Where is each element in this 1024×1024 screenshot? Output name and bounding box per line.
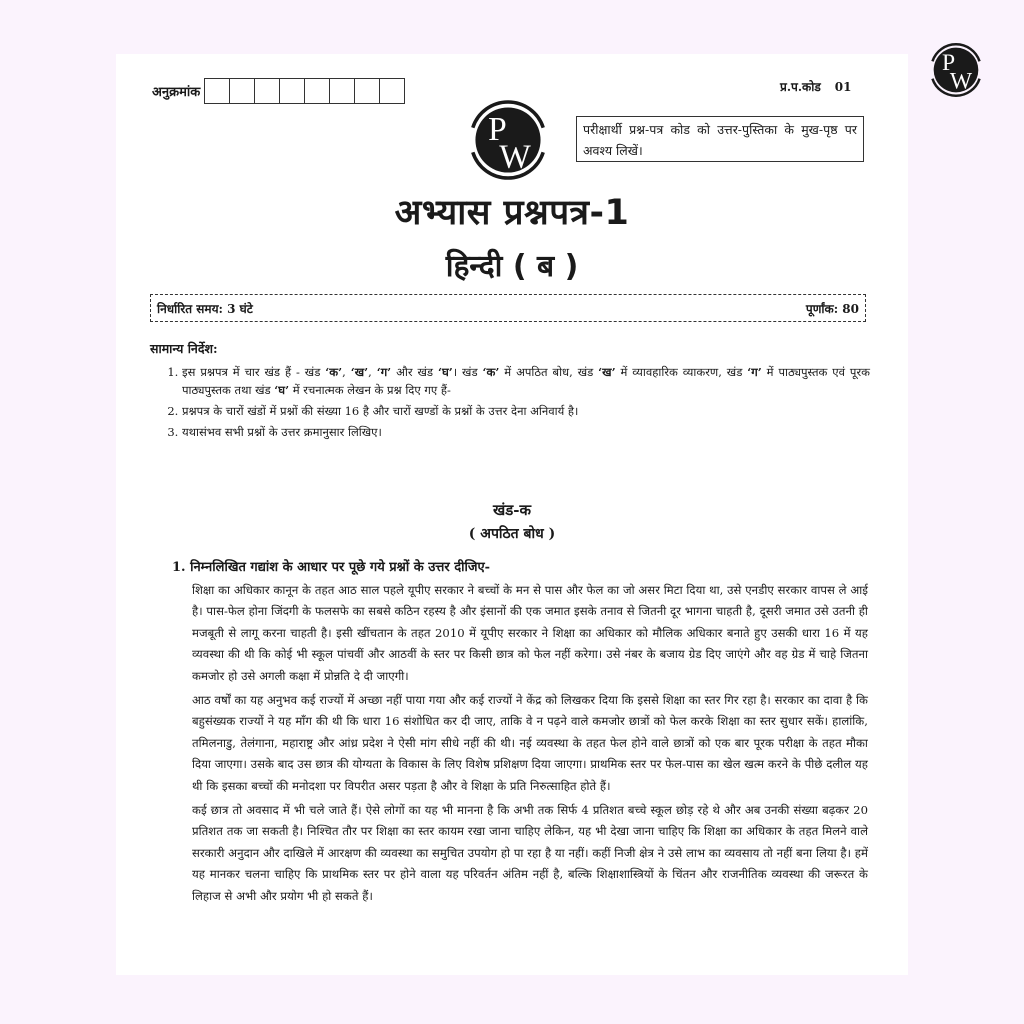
page-title: अभ्यास प्रश्नपत्र-1: [394, 193, 630, 233]
paper-code-label: प्र.प.कोड: [780, 80, 821, 94]
roll-digit-box: [330, 79, 355, 103]
passage: [192, 580, 868, 910]
roll-number-boxes: [204, 78, 405, 104]
roll-digit-box: [280, 79, 305, 103]
general-instructions: [150, 340, 870, 444]
subject-title: हिन्दी ( ब ): [445, 249, 579, 284]
roll-digit-box: [355, 79, 380, 103]
roll-digit-box: [205, 79, 230, 103]
roll-number-field: [152, 78, 405, 104]
svg-text:P: P: [488, 111, 507, 148]
passage-paragraph: शिक्षा का अधिकार कानून के तहत आठ साल पहले यूपीए सरकार ने बच्चों के मन से पास और फेल का जो असर मिटा दिया था, उसे एनडीए सरकार वापस ले आई है। पास-फेल होना जिंदगी के फलसफे का सबसे कठिन रहस्य है और इंसानों की एक जमात इसके तनाव से जितनी दूर भागना चाहती है, दूसरी जमात उसे उतनी ही मजबूती से लागू करना चाहती है। इसी खींचतान के तहत 2010 में यूपीए सरकार ने शिक्षा का अधिकार को मौलिक अधिकार बनाते हुए उसकी धारा 16 में यह व्यवस्था की थी कि कोई भी स्कूल पांचवीं और आठवीं के स्तर पर किसी छात्र को फेल नहीं करेगा। उसे नंबर के बजाय ग्रेड दिए जाएंगे और वह ग्रेड में चाहे जितना कमजोर हो उसे अगली कक्षा में प्रोन्नति दे दी जाएगी।: [192, 583, 868, 683]
pw-logo-center: [464, 96, 552, 184]
paper-code: [780, 78, 851, 95]
roll-number-label: अनुक्रमांक: [152, 85, 201, 100]
question-paper-page: [116, 54, 908, 975]
svg-text:W: W: [949, 68, 973, 95]
roll-digit-box: [255, 79, 280, 103]
instruction-item: 3. यथासंभव सभी प्रश्नों के उत्तर क्रमानुसार लिखिए।: [182, 423, 870, 441]
pw-logo-icon: [925, 39, 987, 101]
instructions-heading: सामान्य निर्देश:: [150, 341, 218, 356]
section-title: खंड-क: [492, 501, 532, 519]
passage-paragraph: आठ वर्षों का यह अनुभव कई राज्यों में अच्छा नहीं पाया गया और कई राज्यों ने केंद्र को लिखकर दिया कि इससे शिक्षा का स्तर गिर रहा है। सरकार का दावा है कि बहुसंख्यक राज्यों ने यह माँग की थी कि धारा 16 संशोधित कर दी जाए, ताकि वे न पढ़ने वाले कमजोर छात्रों को फेल करके शिक्षा का स्तर सुधार सकें। हालांकि, तमिलनाडु, तेलंगाना, महाराष्ट्र और आंध्र प्रदेश ने ऐसी मांग सीधे नहीं की थी। नई व्यवस्था के तहत फेल होने वाले छात्रों को एक बार पूरक परीक्षा के तहत मौका दिया जाएगा। उसके बाद उस छात्र की योग्यता के विकास के लिए विशेष प्रशिक्षण दिया जाएगा। प्राथमिक स्तर पर फेल-पास का खेल खत्म करने के पीछे दलील यह थी कि इसका बच्चों की मनोदशा पर विपरीत असर पड़ता है और वे शिक्षा के प्रति निरुत्साहित होते हैं।: [192, 693, 868, 793]
roll-digit-box: [305, 79, 330, 103]
max-marks: पूर्णांक: 80: [805, 301, 859, 316]
pw-logo-icon: [464, 96, 552, 184]
svg-text:P: P: [942, 50, 956, 76]
section-subtitle: ( अपठित बोध ): [468, 526, 556, 542]
paper-code-note: परीक्षार्थी प्रश्न-पत्र कोड को उत्तर-पुस्तिका के मुख-पृष्ठ पर अवश्य लिखें।: [576, 116, 864, 162]
question-prompt: 1. निम्नलिखित गद्यांश के आधार पर पूछे गये प्रश्नों के उत्तर दीजिए-: [172, 560, 491, 575]
roll-digit-box: [230, 79, 255, 103]
pw-logo-corner: [925, 39, 987, 101]
roll-digit-box: [380, 79, 404, 103]
svg-text:W: W: [499, 138, 531, 176]
time-allowed: निर्धारित समय: 3 घंटे: [157, 301, 253, 316]
instruction-item: 1. इस प्रश्नपत्र में चार खंड हैं - खंड ‘क’, ‘ख’, ‘ग’ और खंड ‘घ’। खंड ‘क’ में अपठित बोध, खंड ‘ख’ में व्यावहारिक व्याकरण, खंड ‘ग’ में पाठ्यपुस्तक एवं पूरक पाठ्यपुस्तक तथा खंड ‘घ’ में रचनात्मक लेखन के प्रश्न दिए गए हैं-: [182, 363, 870, 399]
passage-paragraph: कई छात्र तो अवसाद में भी चले जाते हैं। ऐसे लोगों का यह भी मानना है कि अभी तक सिर्फ 4 प्रतिशत बच्चे स्कूल छोड़ रहे थे और अब उनकी संख्या बढ़कर 20 प्रतिशत तक जा सकती है। निश्चित तौर पर शिक्षा का स्तर कायम रखा जाना चाहिए लेकिन, यह भी देखा जाना चाहिए कि शिक्षा का अधिकार के तहत मिलने वाले सरकारी अनुदान और दाखिले में आरक्षण की व्यवस्था का समुचित उपयोग हो पा रहा है या नहीं। कहीं निजी क्षेत्र ने उसे लाभ का व्यवसाय तो नहीं बना लिया है। हमें यह मानकर चलना चाहिए कि प्राथमिक स्तर पर होने वाला यह परिवर्तन अंतिम नहीं है, बल्कि शिक्षाशास्त्रियों के चिंतन और राजनीतिक व्यवस्था की जरूरत के लिहाज से अभी और प्रयोग भी हो सकते हैं।: [192, 803, 868, 903]
instruction-item: 2. प्रश्नपत्र के चारों खंडों में प्रश्नों की संख्या 16 है और चारों खण्डों के प्रश्नों के उत्तर देना अनिवार्य है।: [182, 402, 870, 420]
instructions-list: [150, 363, 870, 441]
time-marks-bar: [150, 294, 866, 322]
paper-code-value: 01: [834, 80, 852, 94]
